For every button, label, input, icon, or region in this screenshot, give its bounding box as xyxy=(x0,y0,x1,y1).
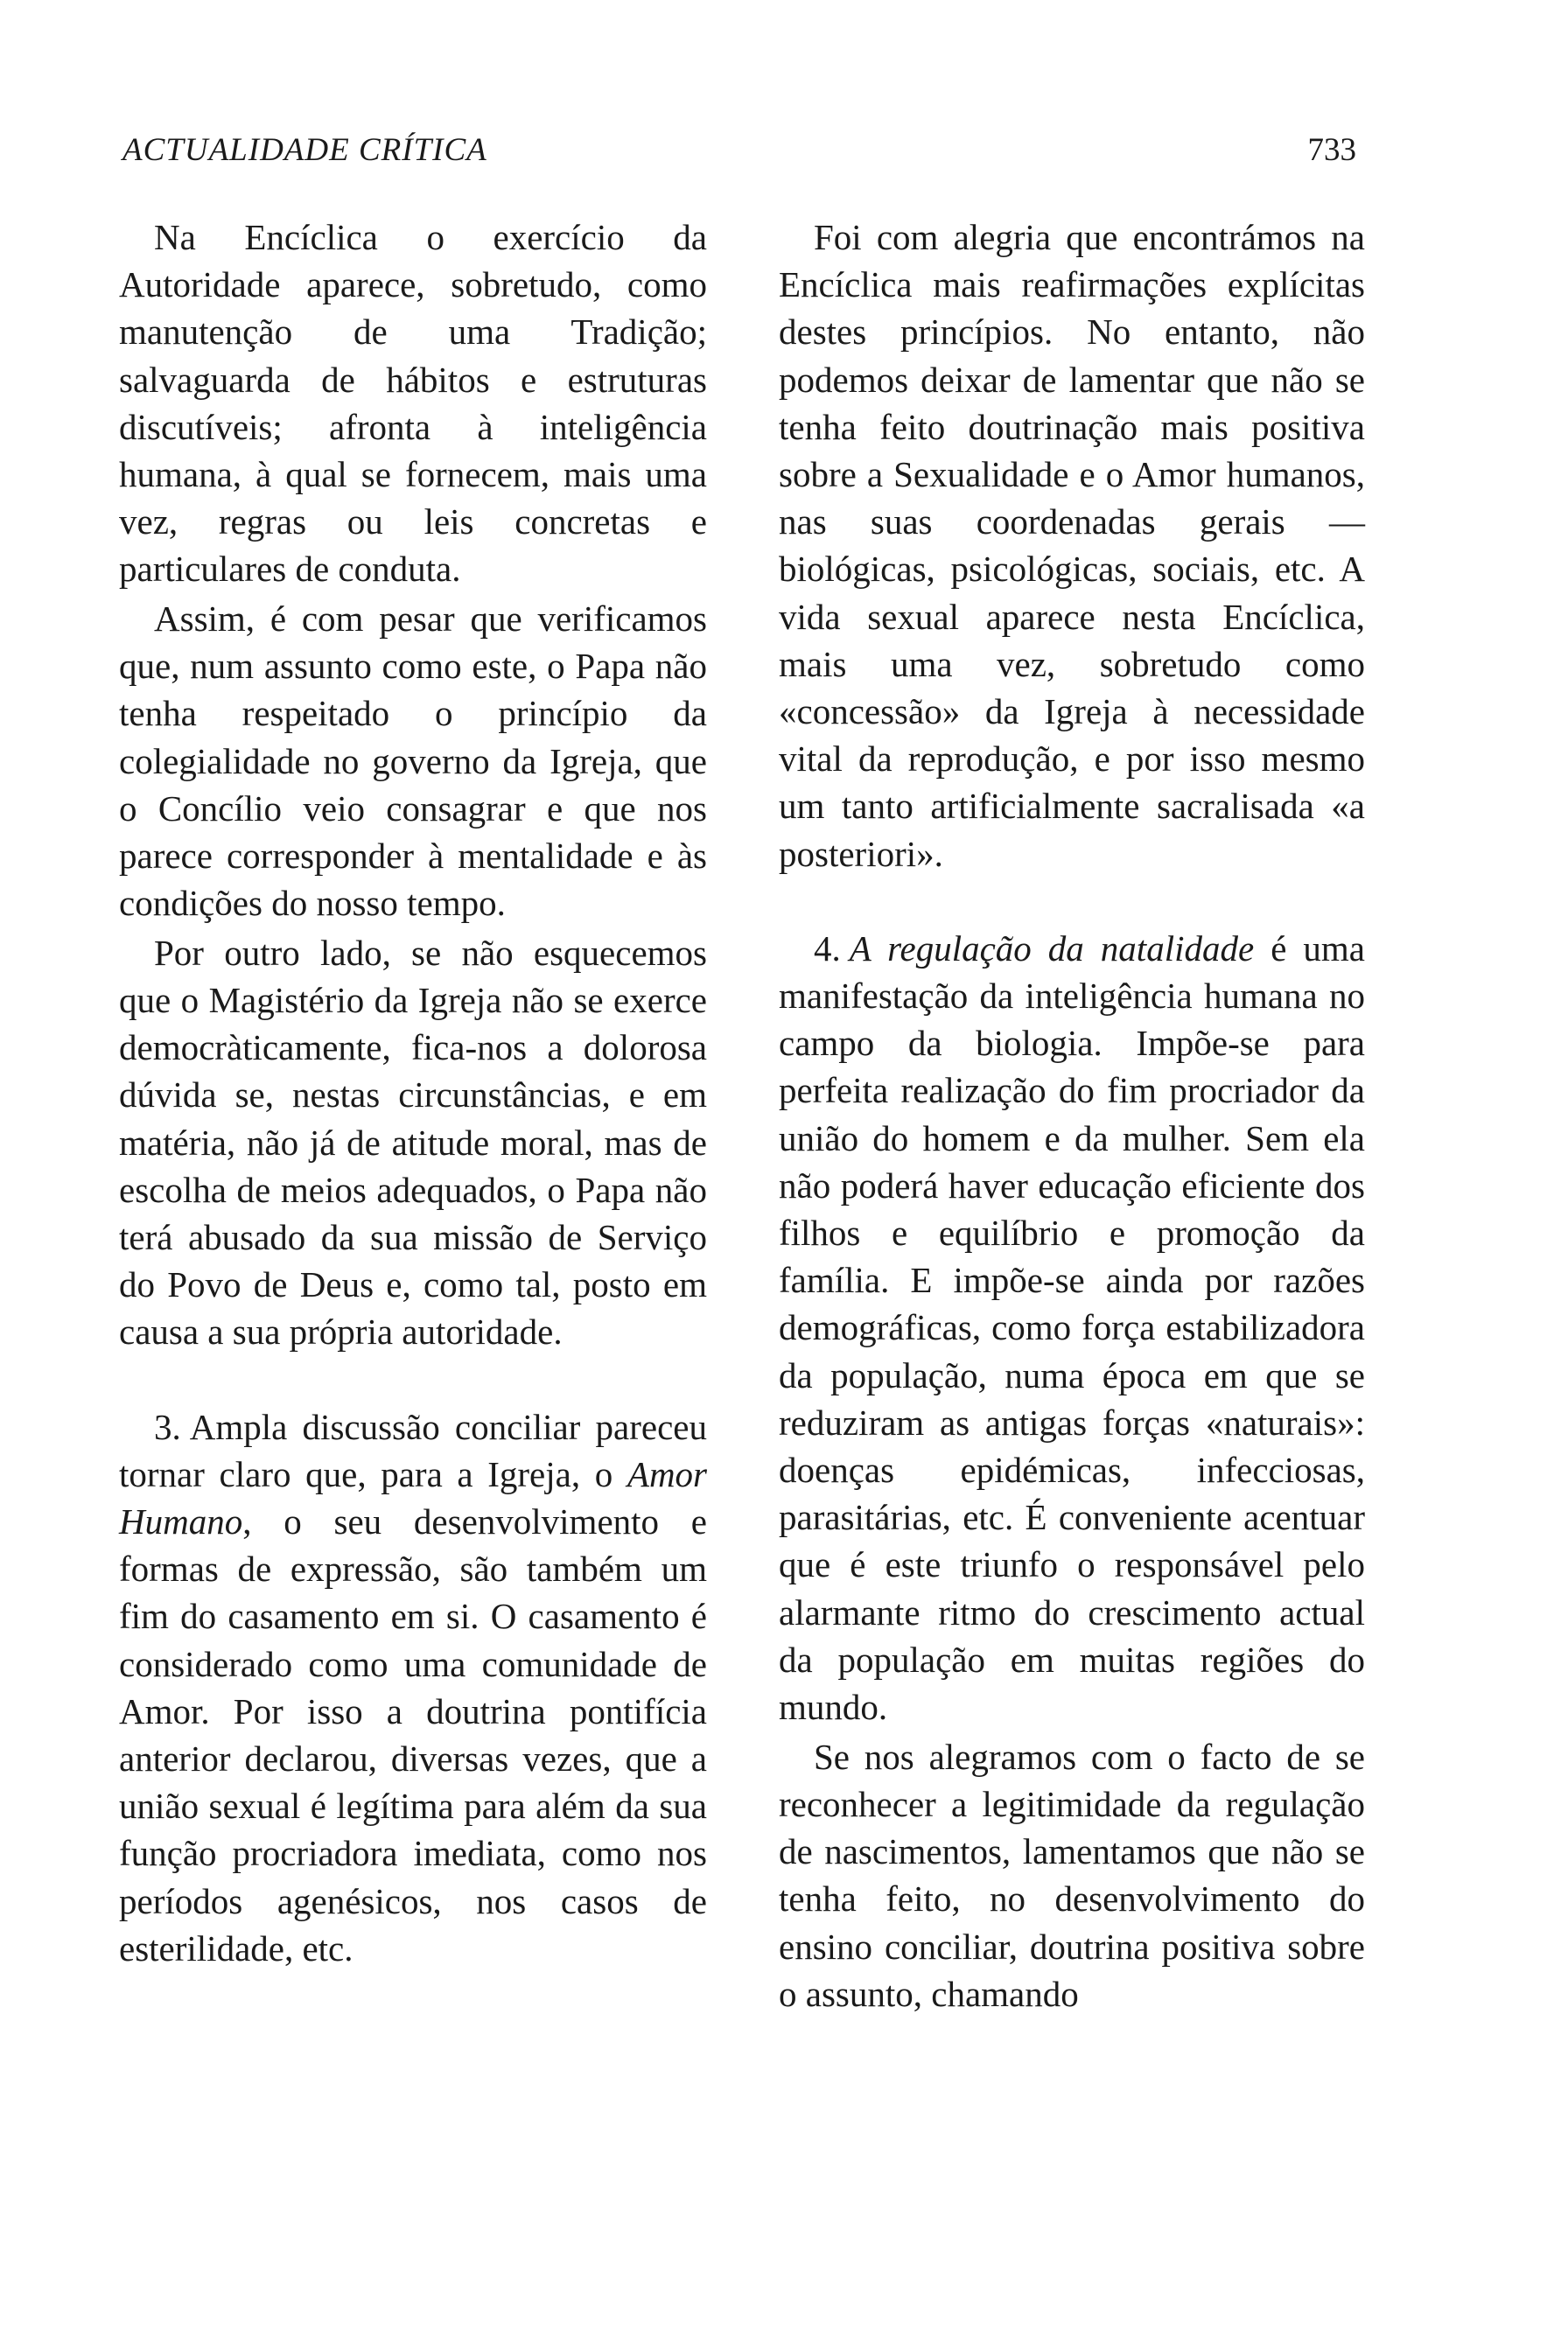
paragraph-reaffirmations: Foi com alegria que encontrámos na Encíclica mais reafirmações explícitas destes princípios. No entanto, não podemos deixar de lamentar que não se tenha feito doutrinação mais positiva sobre a Sexualidade e o Amor humanos, nas suas coordenadas gerais — biológicas, psicológicas, sociais, etc. A vida sexual aparece nesta Encíclica, mais uma vez, sobretudo como «concessão» da Igreja à necessidade vital da reprodução, e por isso mesmo um tanto artificialmente sacralisada «a posteriori». xyxy=(779,217,1365,874)
section-3-text-a: Ampla discussão conciliar pareceu tornar claro que, para a Igreja, o xyxy=(119,1406,707,1494)
paragraph-authority: Na Encíclica o exercício da Autoridade aparece, sobretudo, como manutenção de uma Tradição; salvaguarda de hábitos e estruturas discutíveis; afronta à inteligência humana, à qual se fornecem, mais uma vez, regras ou leis concretas e particulares de conduta. xyxy=(119,217,707,590)
paragraph-magisterium: Por outro lado, se não esquecemos que o Magistério da Igreja não se exerce democràticamente, fica-nos a dolorosa dúvida se, nestas circunstâncias, e em matéria, não já de atitude moral, mas de escolha de meios adequados, o Papa não terá abusado da sua missão de Serviço do Povo de Deus e, como tal, posto em causa a sua própria autoridade. xyxy=(119,932,707,1353)
section-3-italic-term: Amor Humano xyxy=(119,1453,708,1542)
section-number: 3. xyxy=(154,1406,181,1447)
left-column xyxy=(119,213,707,1974)
paragraph-regulation: Se nos alegramos com o facto de se reconhecer a legitimidade da regulação de nascimentos, lamentamos que não se tenha feito, no desenvolvimento do ensino conciliar, doutrina positiva sobre o assunto, chamando xyxy=(779,1736,1365,2014)
section-3-text-b: , o seu desenvolvimento e formas de expressão, são também um fim do casamento em si. O casamento é considerado como uma comunidade de Amor. Por isso a doutrina pontifícia anterior declarou, diversas vezes, que a união sexual é legítima para além da sua função procriadora imediata, como nos períodos agenésicos, nos casos de esterilidade, etc. xyxy=(119,1501,707,1969)
paragraph-section-4 xyxy=(779,925,1365,1731)
running-header xyxy=(122,131,1356,184)
section-number: 4. xyxy=(814,927,841,969)
page-number: 733 xyxy=(1307,132,1356,168)
section-4-italic-term: A regulação da natalidade xyxy=(849,927,1255,969)
right-column xyxy=(779,213,1365,2019)
paragraph-collegiality: Assim, é com pesar que verificamos que, num assunto como este, o Papa não tenha respeitado o princípio da colegialidade no governo da Igreja, que o Concílio veio consagrar e que nos parece corresponder à mentalidade e às condições do nosso tempo. xyxy=(119,598,707,924)
section-4-text: é uma manifestação da inteligência humana no campo da biologia. Impõe-se para perfeita realização do fim procriador da união do homem e da mulher. Sem ela não poderá haver educação eficiente dos filhos e equilíbrio e promoção da família. E impõe-se ainda por razões demográficas, como força estabilizadora da população, numa época em que se reduziram as antigas forças «naturais»: doenças epidémicas, infecciosas, parasitárias, etc. É conveniente acentuar que é este triunfo o responsável pelo alarmante ritmo do crescimento actual da população em muitas regiões do mundo. xyxy=(779,927,1365,1728)
running-title: ACTUALIDADE CRÍTICA xyxy=(122,132,487,168)
paragraph-section-3 xyxy=(119,1403,707,1972)
